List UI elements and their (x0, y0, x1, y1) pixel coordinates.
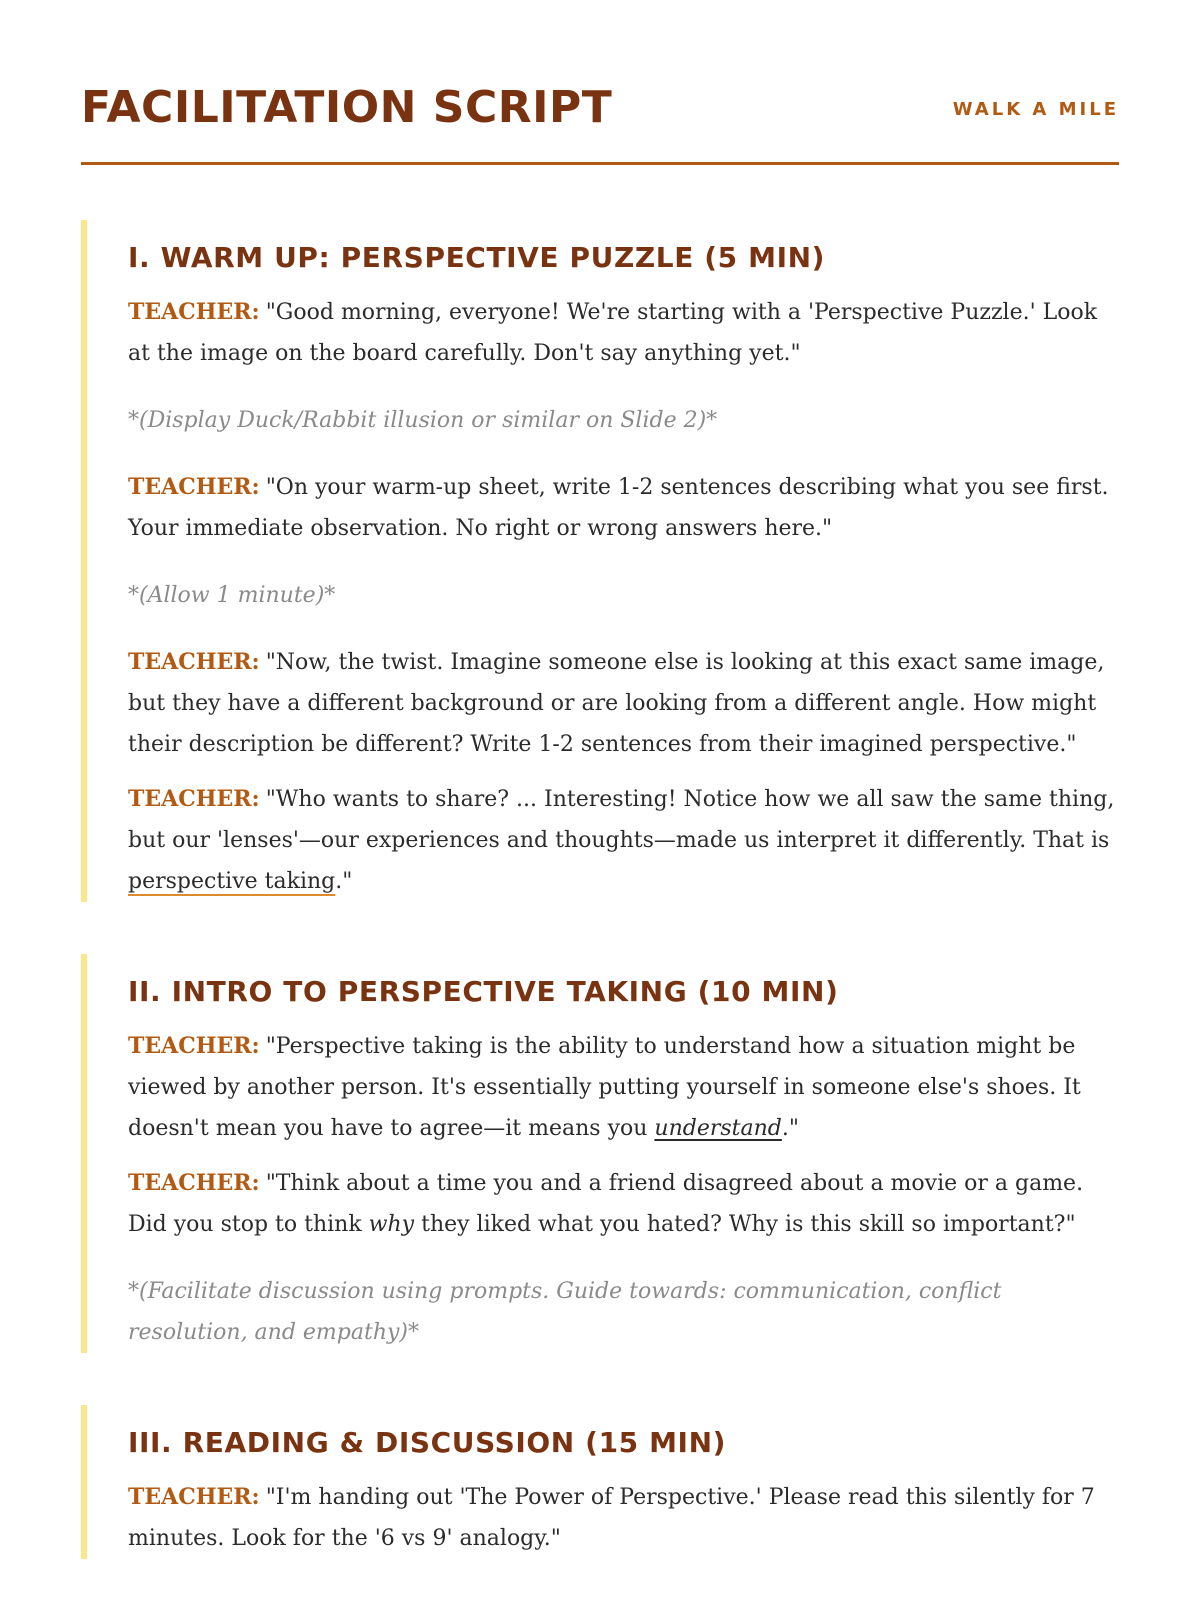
line-text: "On your warm-up sheet, write 1-2 sentences describing what you see first. Your immediate observation. No right or wrong answers here." (128, 475, 1109, 541)
script-line (128, 779, 1119, 902)
speaker-label: TEACHER: (128, 649, 260, 675)
section-title: II. INTRO TO PERSPECTIVE TAKING (10 MIN) (128, 975, 839, 1008)
script-line (128, 467, 1119, 549)
line-text: "Now, the twist. Imagine someone else is looking at this exact same image, but they have a different background or are looking from a different angle. How might their description be different? Write 1-2 sentences from their imagined perspective." (128, 650, 1105, 757)
script-line (128, 642, 1119, 765)
script-line (128, 1026, 1119, 1149)
line-text: "Perspective taking is the ability to understand how a situation might be viewed by another person. It's essentially putting yourself in someone else's shoes. It doesn't mean you have to agree—it means you (128, 1034, 1081, 1141)
line-text: "Who wants to share? ... Interesting! Notice how we all saw the same thing, but our 'lenses'—our experiences and thoughts—made us interpret it differently. That is (128, 787, 1115, 853)
stage-direction: *(Allow 1 minute)* (128, 583, 336, 608)
line-text: "Good morning, everyone! We're starting with a 'Perspective Puzzle.' Look at the image on the board carefully. Don't say anything yet." (128, 300, 1098, 366)
stage-direction: *(Facilitate discussion using prompts. Guide towards: communication, conflict resolution, and empathy)* (128, 1279, 1002, 1345)
line-text: "Think about a time you and a friend disagreed about a movie or a game. Did you stop to think (128, 1171, 1084, 1237)
document-header (81, 0, 1119, 165)
speaker-label: TEACHER: (128, 474, 260, 500)
lesson-tag: WALK A MILE (952, 99, 1119, 120)
speaker-label: TEACHER: (128, 299, 260, 325)
stage-direction: *(Display Duck/Rabbit illusion or similar on Slide 2)* (128, 408, 718, 433)
script-line (128, 1163, 1119, 1245)
line-text: "I'm handing out 'The Power of Perspective.' Please read this silently for 7 minutes. Look for the '6 vs 9' analogy." (128, 1485, 1095, 1551)
emphasis-text: why (368, 1212, 415, 1237)
script-line (128, 1477, 1119, 1559)
script-line (128, 292, 1119, 374)
section-intro (81, 954, 1119, 1353)
speaker-label: TEACHER: (128, 1170, 260, 1196)
section-warm-up (81, 220, 1119, 902)
page-title: FACILITATION SCRIPT (81, 82, 613, 133)
line-text-end: ." (335, 869, 353, 894)
section-title: III. READING & DISCUSSION (15 MIN) (128, 1426, 726, 1459)
line-text-end: ." (781, 1116, 799, 1141)
speaker-label: TEACHER: (128, 786, 260, 812)
section-title: I. WARM UP: PERSPECTIVE PUZZLE (5 MIN) (128, 241, 826, 274)
section-reading (81, 1405, 1119, 1559)
speaker-label: TEACHER: (128, 1484, 260, 1510)
emphasis-text: understand (654, 1116, 782, 1141)
speaker-label: TEACHER: (128, 1033, 260, 1059)
line-text-end: they liked what you hated? Why is this skill so important?" (414, 1212, 1076, 1237)
key-term: perspective taking (128, 869, 336, 894)
